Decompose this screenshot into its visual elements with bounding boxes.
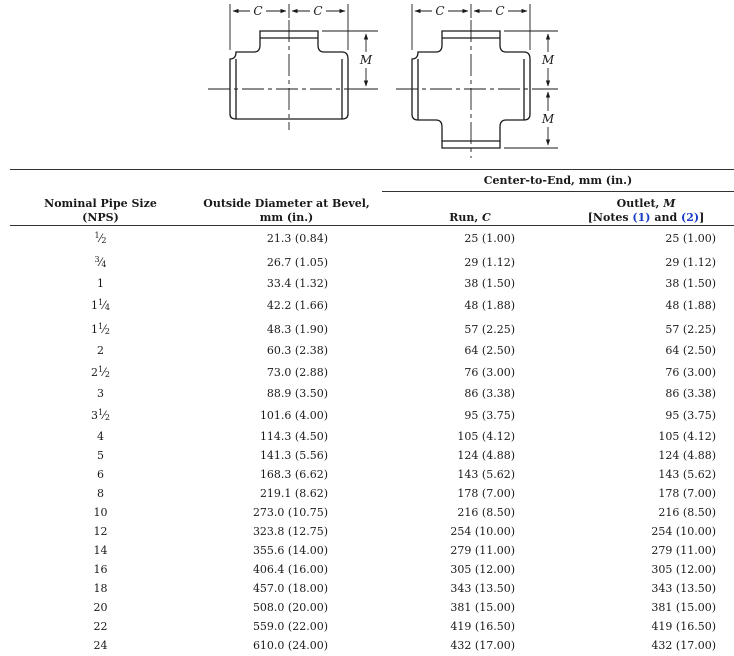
nps-cell [10,522,191,541]
outlet-cell: 57 (2.25) [665,322,716,336]
nps-cell [10,427,191,446]
run-cell: 124 (4.88) [457,449,515,462]
run-cell: 29 (1.12) [464,255,515,269]
nps-cell [10,226,191,251]
run-cell: 432 (17.00) [450,639,515,652]
run-cell: 48 (1.88) [464,298,515,312]
table-row [10,522,734,541]
fraction-slash: ⁄ [103,299,105,312]
outlet-cell: 124 (4.88) [658,449,716,462]
nps-cell [10,341,191,360]
nps-numerator: 1 [97,298,104,307]
od-cell: 88.9 (3.50) [266,387,328,400]
run-cell: 105 (4.12) [457,430,515,443]
od-cell: 21.3 (0.84) [266,231,328,245]
dimensions-table [10,169,734,655]
outlet-notes-suffix: ] [699,211,705,224]
nps-whole: 24 [93,639,108,652]
nps-cell [10,293,191,317]
nps-whole: 1 [90,323,98,336]
nps-whole: 2 [97,344,104,357]
run-cell: 305 (12.00) [450,563,515,576]
table-row [10,560,734,579]
outlet-notes-prefix: [Notes [587,211,633,224]
nps-value [94,563,108,576]
outlet-cell: 381 (15.00) [651,601,716,614]
table-row [10,317,734,341]
run-cell: 143 (5.62) [457,468,515,481]
fraction-slash: ⁄ [103,409,105,422]
nps-value [94,232,106,245]
nps-value [94,601,108,614]
nps-cell [10,617,191,636]
nps-whole: 3 [97,387,104,400]
nps-whole: 5 [97,449,104,462]
nps-value [94,506,108,519]
nps-cell [10,636,191,655]
table-row [10,484,734,503]
fittings-svg [0,0,734,165]
outlet-cell: 279 (11.00) [651,544,716,557]
outlet-notes-and: and [650,211,681,224]
run-cell: 86 (3.38) [464,387,515,400]
nps-cell [10,274,191,293]
nps-denominator: 2 [104,327,111,336]
run-cell: 25 (1.00) [464,231,515,245]
table-row [10,250,734,274]
nps-cell [10,598,191,617]
table-column-header-row [10,192,734,226]
nps-value [91,299,110,312]
outlet-cell: 178 (7.00) [658,487,716,500]
nps-whole: 8 [97,487,104,500]
nps-whole: 2 [90,366,98,379]
nps-value [97,487,104,500]
cross-centerlines [396,4,558,158]
table-row [10,403,734,427]
nps-whole: 6 [97,468,104,481]
nps-whole: 16 [93,563,108,576]
outlet-header [558,192,734,226]
center-to-end-header: Center-to-End, mm (in.) [382,170,734,192]
table-row [10,541,734,560]
nps-whole: 14 [93,544,108,557]
table-body [10,226,734,656]
table-group-header-row [10,170,734,192]
table-row [10,427,734,446]
outlet-cell: 29 (1.12) [665,255,716,269]
nps-denominator: 4 [104,303,111,312]
fraction-slash: ⁄ [103,366,105,379]
tee-centerlines [208,4,378,130]
table-row [10,274,734,293]
nps-value [91,366,110,379]
table-row [10,465,734,484]
table-row [10,446,734,465]
nps-denominator: 4 [101,260,107,269]
run-cell: 38 (1.50) [464,277,515,290]
nps-whole: 3 [90,409,98,422]
fraction-slash: ⁄ [99,256,102,269]
outlet-cell: 305 (12.00) [651,563,716,576]
od-cell: 355.6 (14.00) [252,544,328,557]
note-2-link[interactable]: (2) [680,211,700,224]
run-cell: 95 (3.75) [464,408,515,422]
nps-value [94,639,108,652]
od-cell: 26.7 (1.05) [266,255,328,269]
nps-cell [10,579,191,598]
table-row [10,503,734,522]
nps-whole: 1 [97,277,104,290]
outlet-cell: 38 (1.50) [665,277,716,290]
nps-value [97,430,104,443]
tee-c-right-label: C [313,4,323,18]
od-cell: 559.0 (22.00) [252,620,328,633]
od-cell: 406.4 (16.00) [252,563,328,576]
nps-value [97,344,104,357]
run-cell: 64 (2.50) [464,344,515,357]
run-cell: 279 (11.00) [450,544,515,557]
nps-numerator: 1 [97,322,104,331]
nps-whole: 18 [93,582,108,595]
table-row [10,636,734,655]
nps-value [94,525,108,538]
cross-c-right-label: C [495,4,505,18]
nps-value [97,387,104,400]
nps-value [97,468,104,481]
outlet-cell: 64 (2.50) [665,344,716,357]
outlet-cell: 419 (16.50) [651,620,716,633]
table-row [10,384,734,403]
nps-value [91,409,110,422]
nps-whole: 1 [90,299,98,312]
nps-cell [10,484,191,503]
od-cell: 219.1 (8.62) [259,487,328,500]
outlet-cell: 95 (3.75) [665,408,716,422]
tee-m-label: M [359,53,373,67]
table-row [10,341,734,360]
fraction-slash: ⁄ [103,323,105,336]
run-cell: 419 (16.50) [450,620,515,633]
nps-cell [10,360,191,384]
table-row [10,360,734,384]
nps-whole: 12 [93,525,108,538]
cross-m-lower-label: M [541,112,555,126]
fittings-drawing [0,0,734,165]
nps-numerator: 1 [97,408,104,417]
od-cell: 33.4 (1.32) [266,277,328,290]
od-header [191,192,382,226]
nps-cell [10,403,191,427]
nps-cell [10,384,191,403]
od-header-line1: Outside Diameter at Bevel, [203,197,370,210]
outlet-cell: 76 (3.00) [665,365,716,379]
od-cell: 48.3 (1.90) [266,322,328,336]
od-cell: 610.0 (24.00) [252,639,328,652]
outlet-cell: 143 (5.62) [658,468,716,481]
run-header-symbol: C [482,211,491,224]
nps-value [94,582,108,595]
nps-value [97,449,104,462]
od-cell: 114.3 (4.50) [259,430,328,443]
nps-value [97,277,104,290]
table-row [10,226,734,251]
nps-value [94,256,106,269]
run-cell: 254 (10.00) [450,525,515,538]
tee-c-left-label: C [253,4,263,18]
dimension-labels [253,4,554,126]
nps-header-line1: Nominal Pipe Size [44,197,157,210]
table-row [10,617,734,636]
nps-cell [10,446,191,465]
od-cell: 273.0 (10.75) [252,506,328,519]
nps-cell [10,465,191,484]
od-header-line2: mm (in.) [259,211,314,224]
outlet-cell: 25 (1.00) [665,231,716,245]
cross-m-upper-label: M [541,53,555,67]
note-1-link[interactable]: (1) [632,211,651,224]
nps-denominator: 2 [104,370,111,379]
nps-numerator: 1 [97,365,104,374]
nps-header-line2: (NPS) [82,211,119,224]
outlet-cell: 254 (10.00) [651,525,716,538]
outlet-cell: 105 (4.12) [658,430,716,443]
fraction-slash: ⁄ [99,232,102,245]
run-cell: 216 (8.50) [457,506,515,519]
outlet-cell: 48 (1.88) [665,298,716,312]
nps-numerator: 1 [94,231,100,240]
run-header [382,192,558,226]
nps-whole: 22 [93,620,108,633]
outlet-header-label: Outlet, [616,197,664,210]
od-cell: 508.0 (20.00) [252,601,328,614]
run-cell: 343 (13.50) [450,582,515,595]
od-cell: 42.2 (1.66) [266,298,328,312]
run-cell: 57 (2.25) [464,322,515,336]
nps-cell [10,250,191,274]
nps-cell [10,560,191,579]
od-cell: 141.3 (5.56) [259,449,328,462]
run-cell: 76 (3.00) [464,365,515,379]
od-cell: 73.0 (2.88) [266,365,328,379]
od-cell: 457.0 (18.00) [252,582,328,595]
table-row [10,293,734,317]
nps-value [94,620,108,633]
outlet-header-symbol: M [663,197,676,210]
nps-whole: 10 [93,506,108,519]
nps-whole: 4 [97,430,104,443]
nps-value [94,544,108,557]
outlet-cell: 216 (8.50) [658,506,716,519]
cross-c-left-label: C [435,4,445,18]
od-cell: 323.8 (12.75) [252,525,328,538]
nps-header [10,192,191,226]
nps-cell [10,317,191,341]
outlet-cell: 432 (17.00) [651,639,716,652]
outlet-cell: 343 (13.50) [651,582,716,595]
od-cell: 60.3 (2.38) [266,344,328,357]
nps-cell [10,503,191,522]
nps-denominator: 2 [104,413,111,422]
nps-whole: 20 [93,601,108,614]
od-cell: 168.3 (6.62) [259,468,328,481]
nps-denominator: 2 [101,236,107,245]
nps-cell [10,541,191,560]
run-cell: 178 (7.00) [457,487,515,500]
run-header-label: Run, [449,211,483,224]
outlet-cell: 86 (3.38) [665,387,716,400]
table-row [10,598,734,617]
run-cell: 381 (15.00) [450,601,515,614]
nps-value [91,323,110,336]
table-row [10,579,734,598]
nps-numerator: 3 [94,255,100,264]
od-cell: 101.6 (4.00) [259,408,328,422]
